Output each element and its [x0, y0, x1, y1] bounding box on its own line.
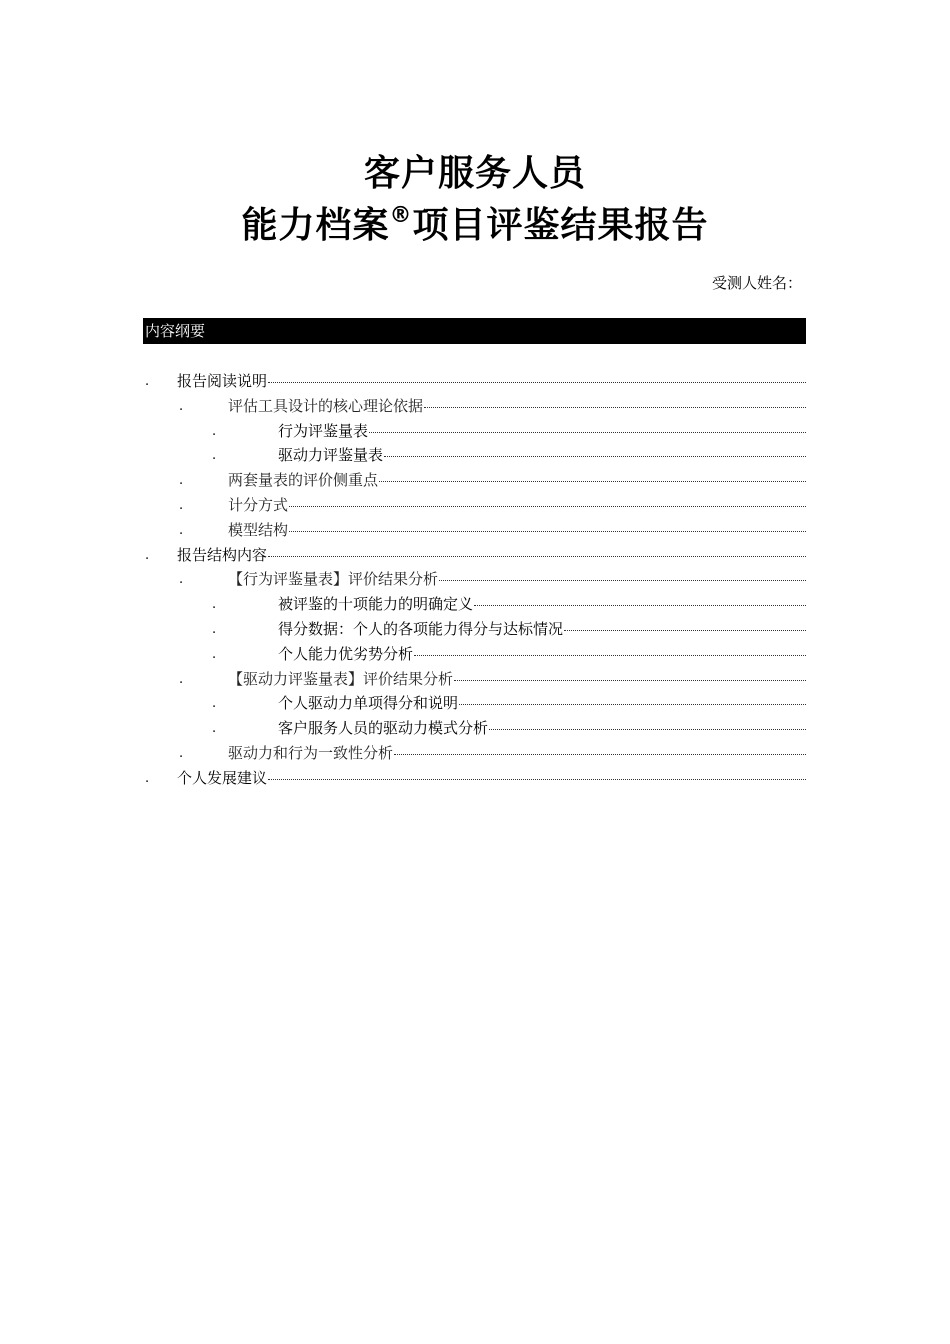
subject-name-label: 受测人姓名： — [711, 274, 802, 292]
toc-item[interactable] — [143, 369, 806, 394]
toc-item-number: . — [212, 646, 217, 662]
toc-item[interactable] — [143, 691, 806, 716]
toc-item-number: . — [179, 522, 184, 538]
toc-item-leader-dots — [268, 555, 806, 557]
toc-item-label: 驱动力和行为一致性分析 — [228, 743, 394, 762]
toc-item-label: 报告结构内容 — [177, 545, 268, 564]
toc-item-number: . — [212, 721, 217, 737]
toc-item-label: 计分方式 — [228, 495, 289, 514]
toc-item-label: 两套量表的评价侧重点 — [228, 471, 379, 490]
toc-item-leader-dots — [384, 455, 806, 457]
toc-item[interactable] — [143, 493, 806, 518]
toc-item-leader-dots — [268, 381, 806, 383]
toc-item-number: . — [212, 621, 217, 637]
toc-item-leader-dots — [489, 728, 806, 730]
toc-item-label: 个人发展建议 — [177, 768, 268, 787]
toc-item-entry[interactable] — [228, 743, 806, 763]
toc-item[interactable] — [143, 592, 806, 617]
toc-item-label: 客户服务人员的驱动力模式分析 — [278, 719, 489, 738]
toc-item-entry[interactable] — [228, 495, 806, 515]
report-title — [0, 148, 950, 252]
toc-item-number: . — [145, 770, 150, 786]
toc-item-leader-dots — [454, 679, 806, 681]
title-line-2-rest: 项目评鉴结果报告 — [412, 205, 709, 246]
toc-item[interactable] — [143, 642, 806, 667]
toc-item-entry[interactable] — [177, 545, 806, 565]
toc-item-leader-dots — [379, 480, 806, 482]
toc-item-number: . — [212, 597, 217, 613]
table-of-contents — [143, 369, 806, 791]
toc-item-leader-dots — [414, 654, 806, 656]
toc-item[interactable] — [143, 543, 806, 568]
toc-item-entry[interactable] — [278, 644, 806, 664]
title-line-2-main: 能力档案 — [241, 205, 390, 246]
toc-item[interactable] — [143, 443, 806, 468]
toc-item-entry[interactable] — [278, 594, 806, 614]
toc-item[interactable] — [143, 394, 806, 419]
toc-item-leader-dots — [474, 604, 806, 606]
toc-item-leader-dots — [424, 406, 806, 408]
toc-item-label: 个人驱动力单项得分和说明 — [278, 694, 459, 713]
toc-item-entry[interactable] — [278, 718, 806, 738]
toc-item-label: 报告阅读说明 — [177, 372, 268, 390]
toc-item-entry[interactable] — [228, 470, 806, 490]
toc-item-label: 模型结构 — [228, 520, 289, 539]
toc-item-entry[interactable] — [278, 421, 806, 441]
title-line-1: 客户服务人员 — [363, 153, 586, 194]
toc-item-label: 【驱动力评鉴量表】评价结果分析 — [228, 669, 454, 688]
toc-item[interactable] — [143, 766, 806, 791]
toc-item-entry[interactable] — [228, 520, 806, 540]
toc-item-entry[interactable] — [278, 619, 806, 639]
toc-item-label: 被评鉴的十项能力的明确定义 — [278, 595, 474, 614]
toc-item[interactable] — [143, 741, 806, 766]
toc-item[interactable] — [143, 419, 806, 444]
toc-item-entry[interactable] — [177, 371, 806, 391]
toc-item-number: . — [179, 398, 184, 414]
toc-item[interactable] — [143, 667, 806, 692]
toc-item[interactable] — [143, 567, 806, 592]
toc-item-label: 驱动力评鉴量表 — [278, 446, 384, 465]
toc-item-leader-dots — [394, 753, 806, 755]
toc-item-entry[interactable] — [278, 693, 806, 713]
toc-item-label: 评估工具设计的核心理论依据 — [228, 396, 424, 415]
toc-item[interactable] — [143, 468, 806, 493]
toc-item-entry[interactable] — [177, 768, 806, 788]
toc-item-entry[interactable] — [228, 396, 806, 416]
title-line-2 — [0, 200, 950, 252]
toc-item-number: . — [179, 473, 184, 489]
toc-item-number: . — [179, 671, 184, 687]
toc-item-leader-dots — [439, 579, 806, 581]
toc-header-bar: 内容纲要 — [143, 318, 806, 344]
toc-item[interactable] — [143, 617, 806, 642]
toc-item-entry[interactable] — [278, 445, 806, 465]
toc-item[interactable] — [143, 716, 806, 741]
toc-item-label: 个人能力优劣势分析 — [278, 644, 414, 663]
toc-item-leader-dots — [564, 629, 806, 631]
registered-mark: ® — [389, 203, 413, 228]
toc-item-label: 得分数据：个人的各项能力得分与达标情况 — [278, 619, 564, 638]
toc-item-number: . — [212, 423, 217, 439]
toc-item-label: 【行为评鉴量表】评价结果分析 — [228, 570, 439, 589]
toc-item-entry[interactable] — [228, 669, 806, 689]
toc-item-number: . — [145, 547, 150, 563]
toc-item-leader-dots — [369, 431, 806, 433]
toc-item-number: . — [145, 374, 150, 389]
toc-item-leader-dots — [459, 703, 806, 705]
toc-item-leader-dots — [268, 778, 806, 780]
toc-item-entry[interactable] — [228, 569, 806, 589]
toc-item-number: . — [179, 745, 184, 761]
toc-item-leader-dots — [289, 530, 806, 532]
toc-item-leader-dots — [289, 505, 806, 507]
toc-item-label: 行为评鉴量表 — [278, 421, 369, 440]
toc-item-number: . — [179, 572, 184, 588]
toc-item-number: . — [212, 448, 217, 464]
toc-item-number: . — [179, 497, 184, 513]
toc-item-number: . — [212, 696, 217, 712]
toc-item[interactable] — [143, 518, 806, 543]
